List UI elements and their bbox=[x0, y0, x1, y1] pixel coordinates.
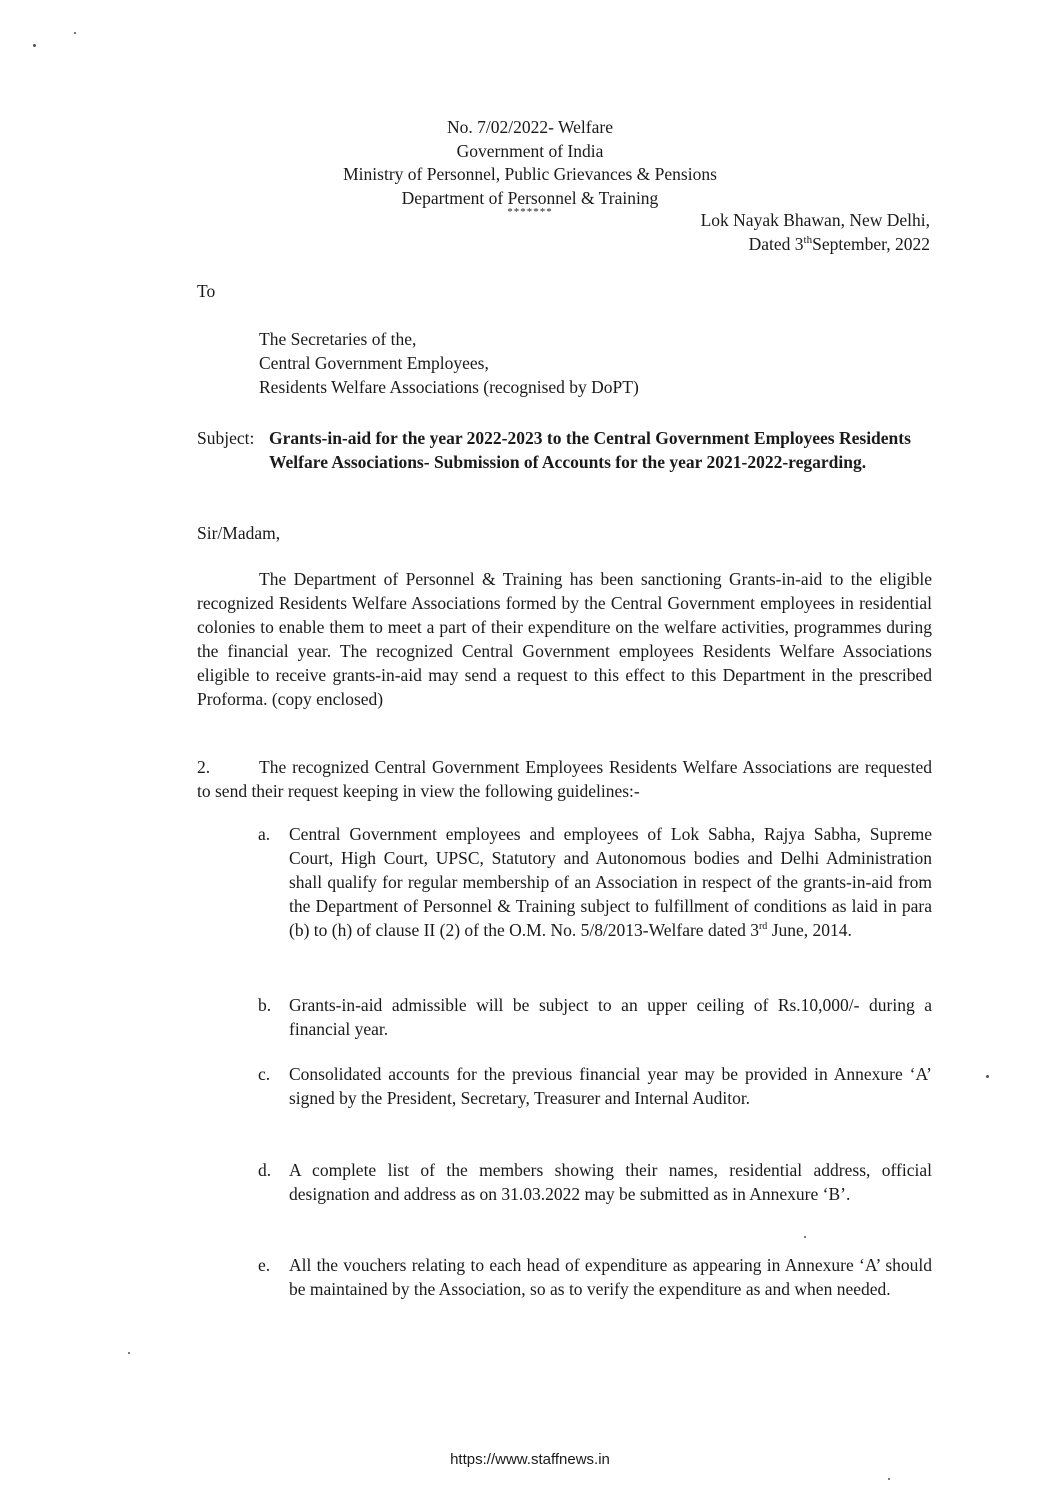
item-text: All the vouchers relating to each head of expenditure as appearing in Annexure ‘A’ should be maintained by the Association, so as to verify the expenditure as and when needed. bbox=[289, 1255, 932, 1299]
subject-text: Grants-in-aid for the year 2022-2023 to the Central Government Employees Residents Welfare Associations- Submission of Accounts for the year 2021-2022-regarding. bbox=[269, 428, 911, 472]
subject-label: Subject: bbox=[197, 428, 255, 448]
to-label: To bbox=[197, 281, 216, 301]
paragraph-2-text: The recognized Central Government Employees Residents Welfare Associations are requested to send their request keeping in view the following guidelines:- bbox=[197, 757, 932, 801]
footer-link[interactable]: https://www.staffnews.in bbox=[450, 1451, 610, 1468]
subject-block bbox=[197, 426, 932, 474]
guideline-item-a bbox=[258, 822, 932, 942]
salutation: Sir/Madam, bbox=[197, 523, 281, 543]
separator-stars: ******* bbox=[507, 206, 553, 218]
date-day: 3 bbox=[794, 234, 804, 254]
item-text: A complete list of the members showing their names, residential address, official designation and address as on 31.03.2022 may be submitted as in Annexure ‘B’. bbox=[289, 1160, 932, 1204]
item-marker: d. bbox=[258, 1160, 272, 1180]
item-text: Consolidated accounts for the previous financial year may be provided in Annexure ‘A’ signed by the President, Secretary, Treasurer and Internal Auditor. bbox=[289, 1064, 932, 1108]
file-number: No. 7/02/2022- Welfare bbox=[447, 117, 613, 137]
scan-speck bbox=[128, 1352, 130, 1354]
guideline-item-b bbox=[258, 993, 932, 1041]
ministry-name: Ministry of Personnel, Public Grievances & Pensions bbox=[343, 164, 717, 184]
government-name: Government of India bbox=[456, 140, 604, 161]
scan-speck bbox=[804, 1236, 806, 1238]
date: Dated 3thSeptember, 2022 bbox=[748, 234, 930, 254]
addressee-block bbox=[259, 327, 639, 399]
guideline-item-c bbox=[258, 1062, 932, 1110]
addressee-line: Residents Welfare Associations (recognised by DoPT) bbox=[259, 377, 639, 397]
scan-speck bbox=[888, 1478, 890, 1480]
scan-speck bbox=[74, 32, 76, 34]
guideline-item-e bbox=[258, 1253, 932, 1301]
place-and-date bbox=[701, 208, 930, 256]
item-marker: a. bbox=[258, 824, 271, 844]
item-text: Central Government employees and employees of Lok Sabha, Rajya Sabha, Supreme Court, High Court, UPSC, Statutory and Autonomous bodies and Delhi Administration shall qualify for regular membership of an Association in respect of the grants-in-aid from the Department of Personnel & Training subject to fulfillment of conditions as laid in para (b) to (h) of clause II (2) of the O.M. No. 5/8/2013-Welfare dated 3rd June, 2014. bbox=[289, 824, 932, 940]
scan-speck bbox=[986, 1075, 989, 1078]
scan-speck bbox=[33, 44, 36, 47]
addressee-line: The Secretaries of the, bbox=[259, 329, 417, 349]
department-name: Department of Personnel & Training bbox=[401, 187, 659, 208]
guideline-item-d bbox=[258, 1158, 932, 1206]
letter-header bbox=[0, 116, 1060, 218]
item-text: Grants-in-aid admissible will be subject to an upper ceiling of Rs.10,000/- during a financial year. bbox=[289, 995, 932, 1039]
location: Lok Nayak Bhawan, New Delhi, bbox=[700, 210, 930, 230]
addressee-line: Central Government Employees, bbox=[259, 353, 489, 373]
paragraph-2 bbox=[197, 755, 932, 803]
paragraph-1: The Department of Personnel & Training has been sanctioning Grants-in-aid to the eligible recognized Residents Welfare Associations formed by the Central Government employees in residential colonies to enable them to meet a part of their expenditure on the welfare activities, programmes during the financial year. The recognized Central Government employees Residents Welfare Associations eligible to receive grants-in-aid may send a request to this effect to this Department in the prescribed Proforma. (copy enclosed) bbox=[197, 569, 932, 709]
item-marker: e. bbox=[258, 1255, 271, 1275]
paragraph-number: 2. bbox=[197, 757, 211, 777]
item-marker: b. bbox=[258, 995, 272, 1015]
item-marker: c. bbox=[258, 1064, 271, 1084]
